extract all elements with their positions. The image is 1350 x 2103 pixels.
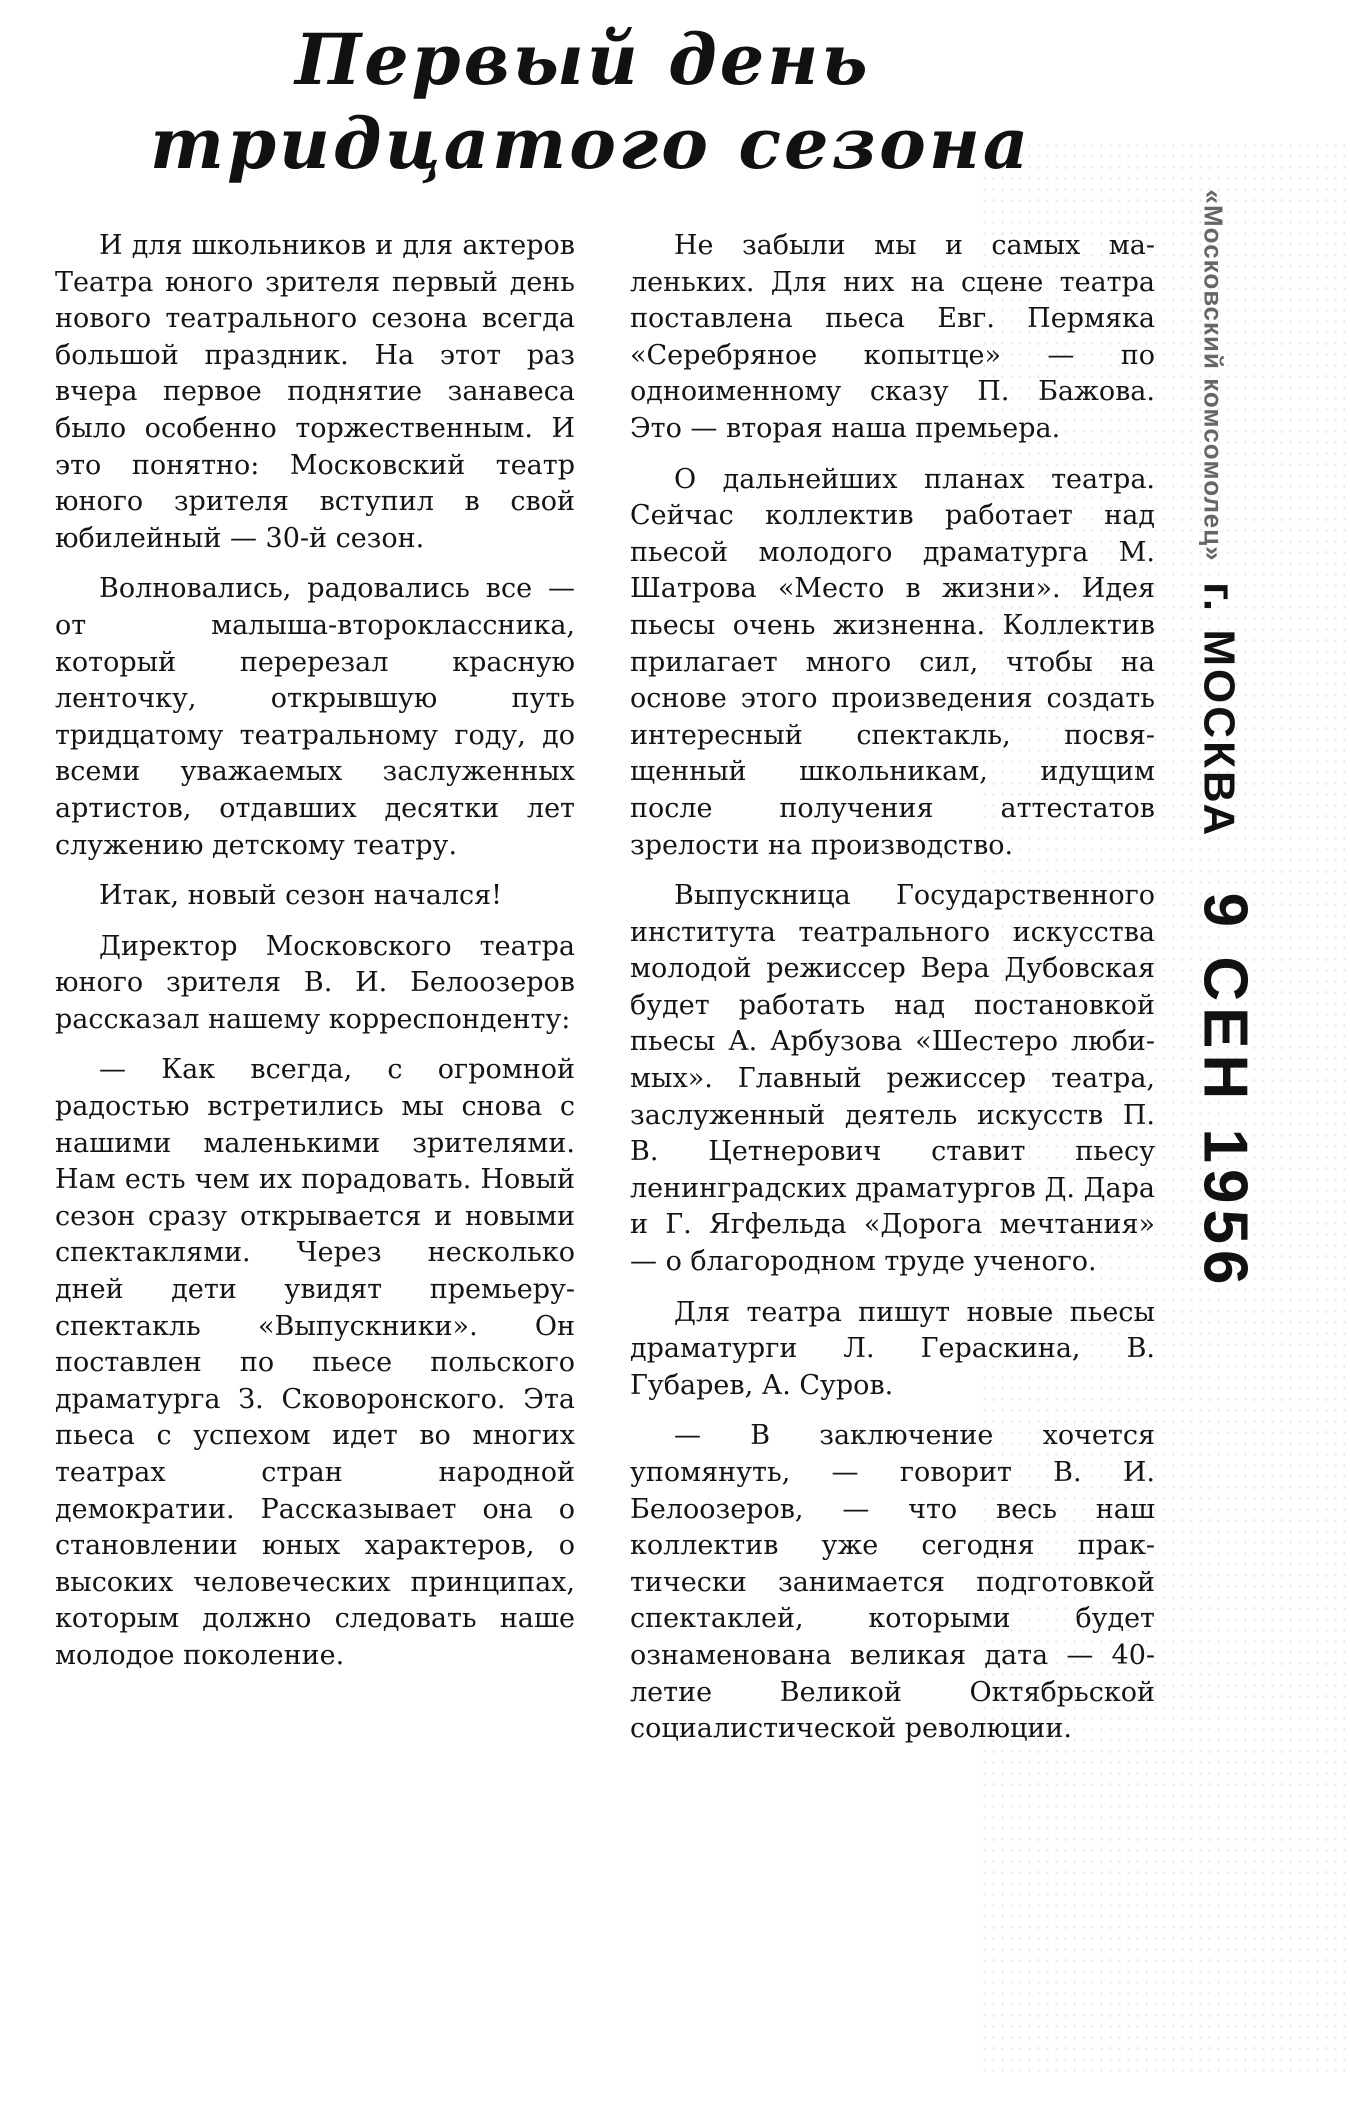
- stamp-text: [1190, 190, 1261, 1291]
- article-column-right: [630, 228, 1155, 1762]
- paragraph: Волновались, радовались все — от малыша-второклассника, который перерезал красную ленточку, открывшую путь тридцатому театральному году, до всеми уважаемых заслуженных артистов, отдавших десятки лет служению детскому театру.: [55, 573, 575, 861]
- headline-line-1: Первый день: [295, 18, 871, 101]
- paragraph: Для театра пишут новые пьесы драматурги Л. Гераскина, В. Губарев, А. Суров.: [630, 1296, 1155, 1401]
- stamp-city: г. МОСКВА: [1194, 581, 1244, 839]
- paragraph: Итак, новый сезон начался!: [99, 880, 502, 912]
- paragraph: И для школьников и для актеров Театра юного зрителя первый день нового театрального сезона всегда большой праздник. На этот раз вчера первое поднятие занавеса было особенно торжественным. И это понятно: Московский театр юного зрителя вступил в свой юбилейный — 30-й сезон.: [55, 230, 575, 554]
- paragraph: — Как всегда, с огромной радостью встретились мы снова с нашими маленькими зрителями. Нам есть чем их порадовать. Новый сезон сразу открывается и новыми спектаклями. Через несколько дней дети увидят премьеру-спектакль «Выпускники». Он поставлен по пьесе польского драматурга З. Сковоронского. Эта пьеса с успехом идет во многих театрах стран народной демократии. Рассказывает она о становлении юных характеров, о высоких человеческих принципах, которым должно следовать наше молодое поколение.: [55, 1054, 575, 1671]
- paragraph: Директор Московского театра юного зрителя В. И. Белоозеров рассказал нашему корреспонденту:: [55, 930, 575, 1035]
- stamp-date: 9 СЕН 1956: [1190, 892, 1260, 1291]
- stamp-publication: «Московский комсомолец»: [1198, 189, 1229, 562]
- headline-line-2: тридцатого сезона: [150, 102, 1032, 185]
- headline: [120, 18, 1080, 186]
- article-column-left: [55, 228, 575, 1689]
- paragraph: Выпускница Государственного института театрального искусства молодой режиссер Вера Дубовская будет работать над постановкой пьесы А. Арбузова «Шестеро любимых». Главный режиссер театра, заслуженный деятель искусств П. В. Цетнерович ставит пьесу ленинградских драматургов Д. Дара и Г. Ягфельда «Дорога мечтания» — о благородном труде ученого.: [630, 880, 1156, 1278]
- paragraph: О дальнейших планах театра. Сейчас коллектив работает над пьесой молодого драматурга М. Шатрова «Место в жизни». Идея пьесы очень жизненна. Коллектив прилагает много сил, чтобы на основе этого произведения создать интересный спектакль, посвященный школьникам, идущим после получения аттестатов зрелости на производство.: [630, 463, 1155, 861]
- paragraph: Не забыли мы и самых маленьких. Для них на сцене театра поставлена пьеса Евг. Пермяка «Серебряное копытце» — по одноименному сказу П. Бажова. Это — вторая наша премьера.: [630, 230, 1155, 444]
- clipping-stamp: [1160, 189, 1290, 1291]
- paragraph: — В заключение хочется упомянуть, — говорит В. И. Белоозеров, — что весь наш коллектив уже сегодня практически занимается подготовкой спектаклей, которыми будет ознаменована великая дата — 40-летие Великой Октябрьской социалистической революции.: [630, 1420, 1155, 1745]
